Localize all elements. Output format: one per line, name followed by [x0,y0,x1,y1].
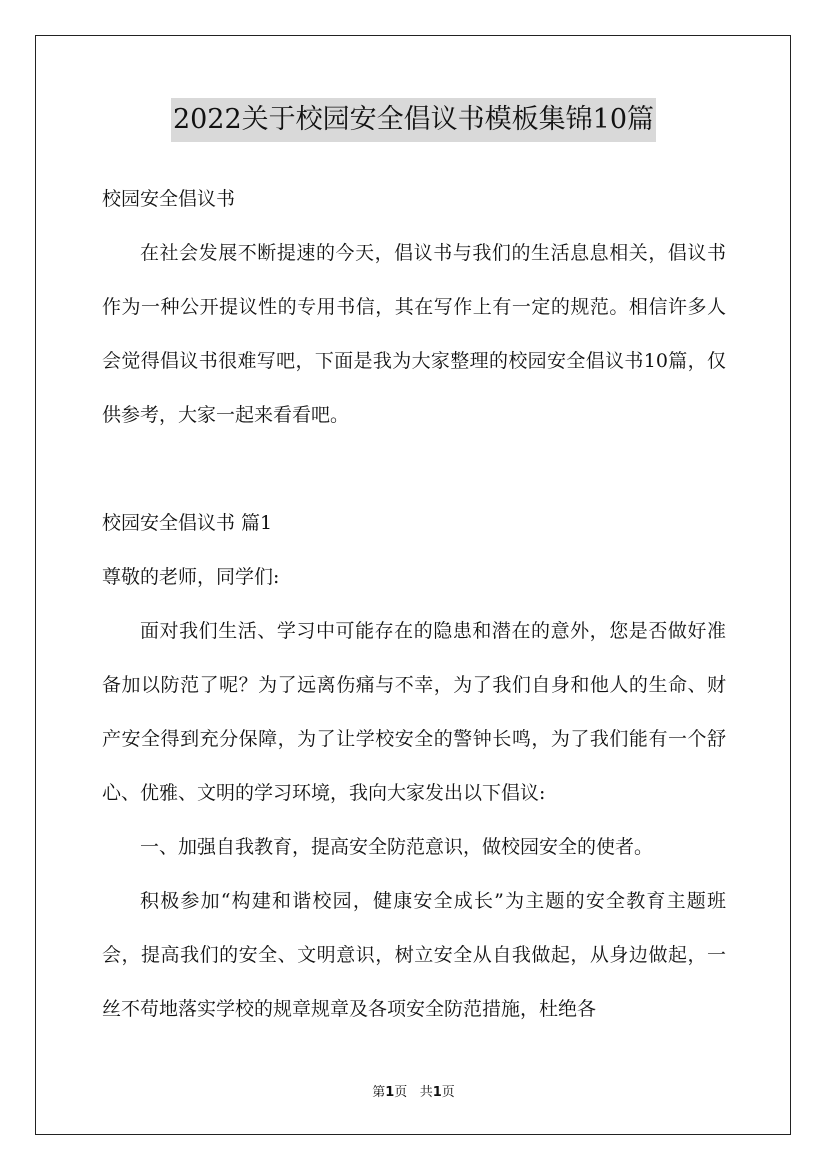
document-title-wrapper [0,98,827,142]
body-paragraph-2: 积极参加“构建和谐校园，健康安全成长”为主题的安全教育主题班会，提高我们的安全、文明意识，树立安全从自我做起，从身边做起，一丝不苟地落实学校的规章规章及各项安全防范措施，杜绝各 [102,890,726,1020]
section-heading-part-1: 校园安全倡议书 篇1 [102,512,273,534]
page-number: 第1页 [372,1085,408,1100]
section-heading-intro: 校园安全倡议书 [102,188,236,210]
intro-paragraph: 在社会发展不断提速的今天，倡议书与我们的生活息息相关，倡议书作为一种公开提议性的专用书信，其在写作上有一定的规范。相信许多人会觉得倡议书很难写吧，下面是我为大家整理的校园安全倡议书10篇，仅供参考，大家一起来看看吧。 [102,242,726,426]
page-footer [0,1083,827,1103]
salutation: 尊敬的老师，同学们: [102,566,280,588]
body-paragraph-1: 面对我们生活、学习中可能存在的隐患和潜在的意外，您是否做好准备加以防范了呢？为了远离伤痛与不幸，为了我们自身和他人的生命、财产安全得到充分保障，为了让学校安全的警钟长鸣，为了我们能有一个舒心、优雅、文明的学习环境，我向大家发出以下倡议: [102,620,726,804]
page-total: 共1页 [419,1085,455,1100]
document-body [102,172,726,1036]
proposal-item-1: 一、加强自我教育，提高安全防范意识，做校园安全的使者。 [140,836,654,858]
document-title: 2022关于校园安全倡议书模板集锦10篇 [171,98,656,142]
